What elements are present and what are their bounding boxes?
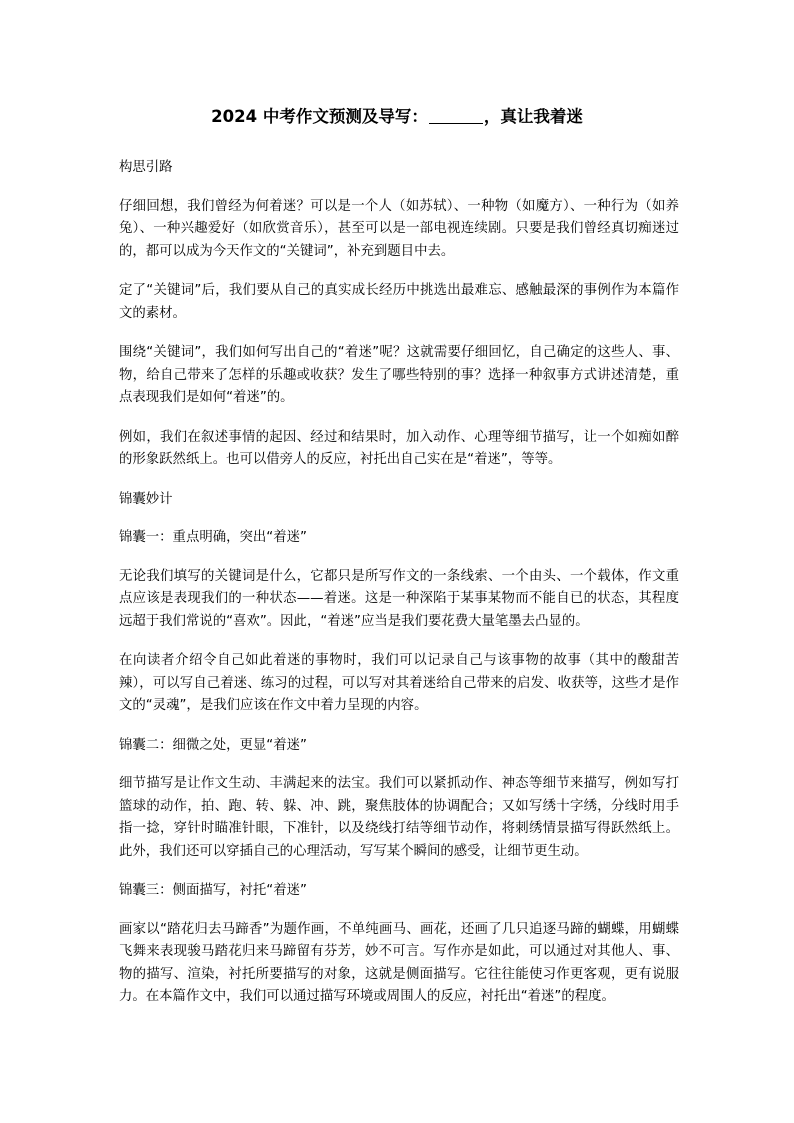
paragraph: 在向读者介绍令自己如此着迷的事物时，我们可以记录自己与该事物的故事（其中的酸甜苦辣），可以写自己着迷、练习的过程，可以写对其着迷给自己带来的启发、收获等，这些才是作文的“灵魂”，是我们应该在作文中着力呈现的内容。: [119, 653, 679, 713]
title-blank-line: [429, 108, 483, 124]
paragraph: 细节描写是让作文生动、丰满起来的法宝。我们可以紧抓动作、神态等细节来描写，例如写打篮球的动作，拍、跑、转、躲、冲、跳，聚焦肢体的协调配合；又如写绣十字绣，分线时用手指一捻，穿针时瞄准针眼，下准针，以及绕线打结等细节动作，将刺绣情景描写得跃然纸上。此外，我们还可以穿插自己的心理活动，写写某个瞬间的感受，让细节更生动。: [119, 776, 679, 859]
paragraph: 例如，我们在叙述事情的起因、经过和结果时，加入动作、心理等细节描写，让一个如痴如醉的形象跃然纸上。也可以借旁人的反应，衬托出自己实在是“着迷”，等等。: [119, 429, 679, 467]
paragraph: 围绕“关键词”，我们如何写出自己的“着迷”呢？这就需要仔细回忆，自己确定的这些人、事、物，给自己带来了怎样的乐趣或收获？发生了哪些特别的事？选择一种叙事方式讲述清楚，重点表现我们是如何“着迷”的。: [119, 345, 679, 405]
tip-heading-3: 锦囊三：侧面描写，衬托“着迷”: [119, 883, 307, 898]
paragraph: 定了“关键词”后，我们要从自己的真实成长经历中挑选出最难忘、感触最深的事例作为本篇作文的素材。: [119, 283, 679, 321]
paragraph: 画家以“踏花归去马蹄香”为题作画，不单纯画马、画花，还画了几只追逐马蹄的蝴蝶，用蝴蝶飞舞来表现骏马踏花归来马蹄留有芬芳，妙不可言。写作亦是如此，可以通过对其他人、事、物的描写、渲染，衬托所要描写的对象，这就是侧面描写。它往往能使习作更客观，更有说服力。在本篇作文中，我们可以通过描写环境或周围人的反应，衬托出“着迷”的程度。: [119, 921, 679, 1004]
section-heading-ideas: 构思引路: [119, 160, 173, 175]
section-heading-tips: 锦囊妙计: [119, 491, 173, 507]
tip-heading-2: 锦囊二：细微之处，更显“着迷”: [119, 737, 307, 753]
document-title: [0, 106, 794, 128]
tip-heading-1: 锦囊一：重点明确，突出“着迷”: [119, 530, 307, 545]
title-prefix: 2024 中考作文预测及导写：: [211, 107, 428, 126]
title-suffix: ，真让我着迷: [483, 107, 583, 126]
document-body: [119, 157, 679, 1026]
paragraph: 仔细回想，我们曾经为何着迷？可以是一个人（如苏轼）、一种物（如魔方）、一种行为（如养兔）、一种兴趣爱好（如欣赏音乐），甚至可以是一部电视连续剧。只要是我们曾经真切痴迷过的，都可以成为今天作文的“关键词”，补充到题目中去。: [119, 198, 679, 259]
paragraph: 无论我们填写的关键词是什么，它都只是所写作文的一条线索、一个由头、一个载体，作文重点应该是表现我们的一种状态——着迷。这是一种深陷于某事某物而不能自已的状态，其程度远超于我们常说的“喜欢”。因此，“着迷”应当是我们要花费大量笔墨去凸显的。: [119, 568, 679, 629]
